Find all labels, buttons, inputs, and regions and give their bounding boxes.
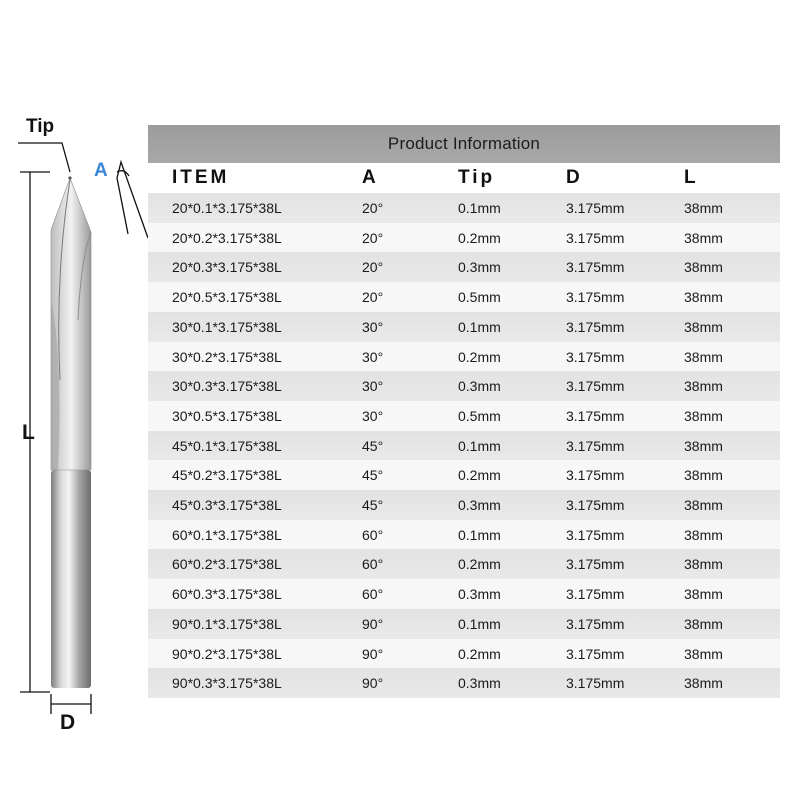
tip-leader <box>18 143 70 172</box>
diameter-cell: 3.175mm <box>566 259 625 276</box>
tip-point <box>68 176 71 179</box>
product-information-table <box>148 125 780 699</box>
column-header-length: L <box>684 167 699 188</box>
diameter-cell: 3.175mm <box>566 200 625 216</box>
diameter-cell: 3.175mm <box>566 467 625 484</box>
tip-cell: 0.3mm <box>458 259 501 276</box>
table-row <box>148 342 780 372</box>
item-cell: 30*0.5*3.175*38L <box>172 407 282 424</box>
item-cell: 30*0.1*3.175*38L <box>172 318 282 335</box>
angle-cell: 30° <box>362 348 384 365</box>
length-cell: 38mm <box>684 407 723 424</box>
item-cell: 45*0.3*3.175*38L <box>172 497 282 513</box>
item-cell: 90*0.1*3.175*38L <box>172 615 282 632</box>
tip-cell: 0.2mm <box>458 645 501 662</box>
item-cell: 30*0.3*3.175*38L <box>172 378 282 395</box>
angle-cell: 20° <box>362 289 384 306</box>
table-row <box>148 401 780 431</box>
tip-cell: 0.3mm <box>458 586 501 603</box>
diameter-label: D <box>60 711 76 734</box>
tip-cell: 0.3mm <box>458 378 501 395</box>
table-row <box>148 312 780 342</box>
angle-cell: 20° <box>362 200 384 216</box>
length-cell: 38mm <box>684 437 723 454</box>
angle-cell: 90° <box>362 645 384 662</box>
table-row <box>148 609 780 639</box>
tip-cell: 0.1mm <box>458 200 501 216</box>
angle-cell: 20° <box>362 229 384 246</box>
length-cell: 38mm <box>684 378 723 395</box>
angle-cell: 45° <box>362 467 384 484</box>
angle-cell: 45° <box>362 497 384 513</box>
item-cell: 20*0.1*3.175*38L <box>172 200 282 216</box>
item-cell: 90*0.3*3.175*38L <box>172 675 282 692</box>
table-row <box>148 193 780 223</box>
tip-cell: 0.1mm <box>458 526 501 543</box>
table-header <box>148 125 780 163</box>
angle-cell: 45° <box>362 437 384 454</box>
diameter-cell: 3.175mm <box>566 586 625 603</box>
length-cell: 38mm <box>684 556 723 573</box>
tip-cell: 0.1mm <box>458 437 501 454</box>
item-cell: 30*0.2*3.175*38L <box>172 348 282 365</box>
length-cell: 38mm <box>684 586 723 603</box>
tip-cell: 0.2mm <box>458 556 501 573</box>
item-cell: 45*0.1*3.175*38L <box>172 437 282 454</box>
diameter-cell: 3.175mm <box>566 318 625 335</box>
angle-cell: 60° <box>362 526 384 543</box>
table-row <box>148 223 780 253</box>
angle-cell: 20° <box>362 259 384 276</box>
diameter-cell: 3.175mm <box>566 378 625 395</box>
column-header-angle: A <box>362 167 379 188</box>
length-cell: 38mm <box>684 615 723 632</box>
angle-cell: 30° <box>362 407 384 424</box>
length-cell: 38mm <box>684 526 723 543</box>
diameter-cell: 3.175mm <box>566 229 625 246</box>
item-cell: 45*0.2*3.175*38L <box>172 467 282 484</box>
angle-cell: 30° <box>362 378 384 395</box>
length-cell: 38mm <box>684 675 723 692</box>
table-row <box>148 252 780 282</box>
length-cell: 38mm <box>684 467 723 484</box>
diameter-cell: 3.175mm <box>566 526 625 543</box>
length-cell: 38mm <box>684 348 723 365</box>
table-row <box>148 460 780 490</box>
diameter-cell: 3.175mm <box>566 556 625 573</box>
diameter-cell: 3.175mm <box>566 497 625 513</box>
item-cell: 60*0.3*3.175*38L <box>172 586 282 603</box>
tip-cell: 0.1mm <box>458 615 501 632</box>
length-cell: 38mm <box>684 318 723 335</box>
table-row <box>148 371 780 401</box>
shank <box>51 470 91 688</box>
item-cell: 20*0.2*3.175*38L <box>172 229 282 246</box>
length-cell: 38mm <box>684 645 723 662</box>
table-row <box>148 431 780 461</box>
length-cell: 38mm <box>684 259 723 276</box>
tip-cell: 0.2mm <box>458 229 501 246</box>
angle-cell: 60° <box>362 556 384 573</box>
item-cell: 20*0.3*3.175*38L <box>172 259 282 276</box>
item-cell: 60*0.1*3.175*38L <box>172 526 282 543</box>
table-row <box>148 549 780 579</box>
diameter-cell: 3.175mm <box>566 615 625 632</box>
tip-cell: 0.2mm <box>458 467 501 484</box>
tip-cell: 0.5mm <box>458 289 501 306</box>
length-cell: 38mm <box>684 289 723 306</box>
angle-cell: 30° <box>362 318 384 335</box>
angle-label: A <box>94 160 108 181</box>
length-label: L <box>22 421 35 444</box>
item-cell: 90*0.2*3.175*38L <box>172 645 282 662</box>
diameter-cell: 3.175mm <box>566 289 625 306</box>
angle-lines <box>117 162 148 238</box>
column-header-diameter: D <box>566 167 583 188</box>
column-header-row <box>148 163 780 193</box>
item-cell: 60*0.2*3.175*38L <box>172 556 282 573</box>
angle-cell: 90° <box>362 675 384 692</box>
tip-label: Tip <box>26 116 55 137</box>
angle-cell: 90° <box>362 615 384 632</box>
table-row <box>148 668 780 698</box>
table-title: Product Information <box>387 134 541 153</box>
table-row <box>148 282 780 312</box>
tool-diagram <box>0 0 150 800</box>
column-header-item: ITEM <box>172 167 230 188</box>
length-cell: 38mm <box>684 229 723 246</box>
column-header-tip: Tip <box>458 167 496 188</box>
table-row <box>148 520 780 550</box>
tip-cell: 0.5mm <box>458 407 501 424</box>
diameter-cell: 3.175mm <box>566 675 625 692</box>
tip-cell: 0.3mm <box>458 497 501 513</box>
table-row <box>148 579 780 609</box>
diameter-cell: 3.175mm <box>566 437 625 454</box>
tip-cell: 0.2mm <box>458 348 501 365</box>
table-row <box>148 490 780 520</box>
length-cell: 38mm <box>684 497 723 513</box>
length-cell: 38mm <box>684 200 723 216</box>
engraving-bit-illustration <box>0 0 150 800</box>
diameter-cell: 3.175mm <box>566 645 625 662</box>
angle-cell: 60° <box>362 586 384 603</box>
diameter-cell: 3.175mm <box>566 348 625 365</box>
item-cell: 20*0.5*3.175*38L <box>172 289 282 306</box>
diameter-cell: 3.175mm <box>566 407 625 424</box>
tip-cell: 0.1mm <box>458 318 501 335</box>
tip-cell: 0.3mm <box>458 675 501 692</box>
table-row <box>148 639 780 669</box>
